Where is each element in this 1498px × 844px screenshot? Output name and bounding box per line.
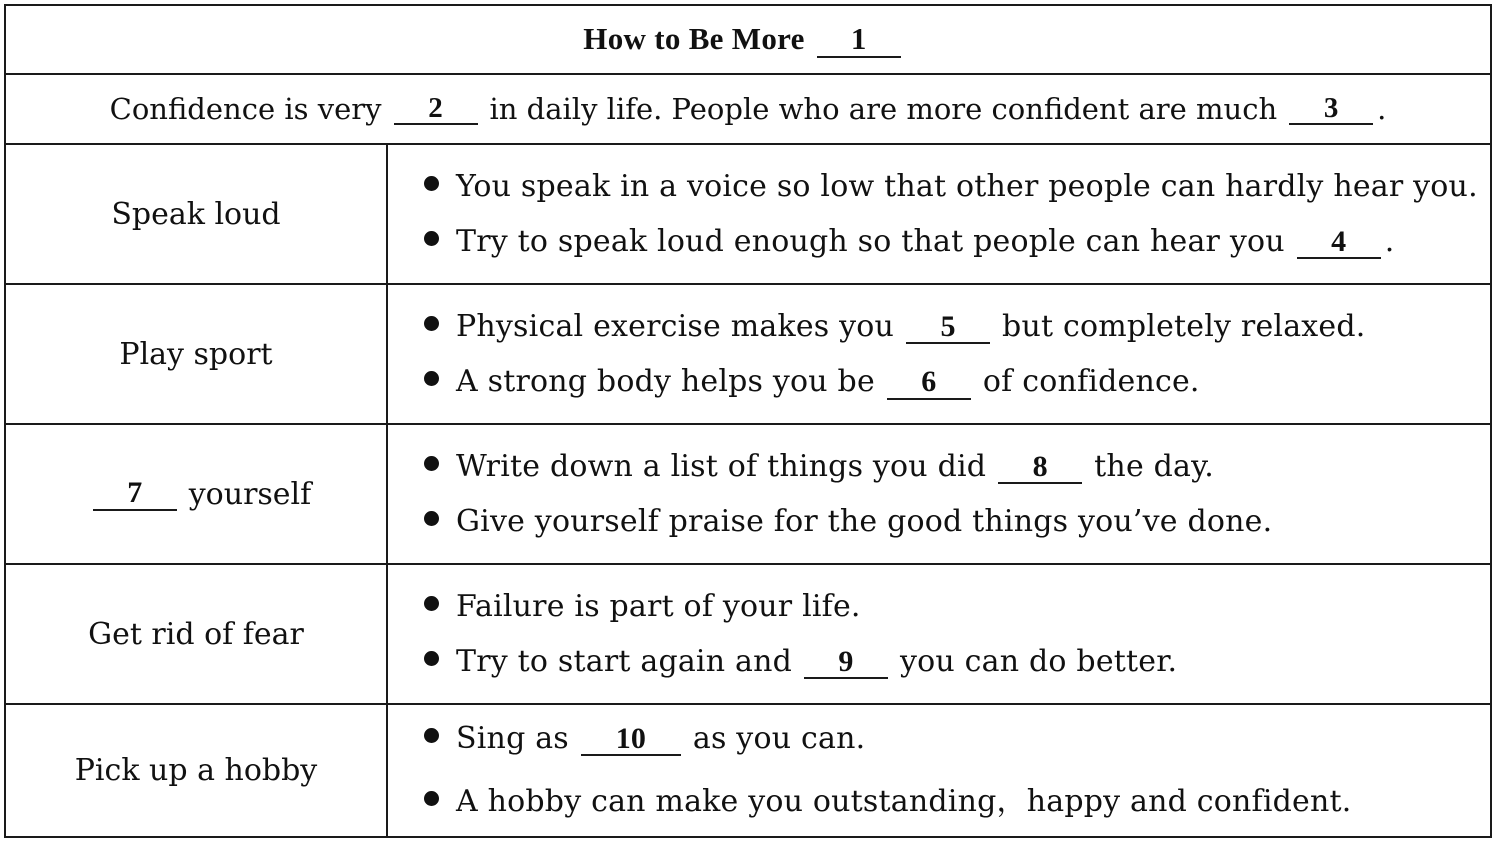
- line-text: Sing as: [456, 720, 569, 756]
- intro-part-2: in daily life. People who are more confident are much: [489, 92, 1278, 126]
- line-text: Give yourself praise for the good things you’ve done.: [456, 504, 1273, 540]
- line-text-after: but completely relaxed.: [1002, 308, 1366, 344]
- table-row: [6, 565, 1490, 705]
- intro-row: [6, 75, 1490, 145]
- topic-cell: [6, 705, 388, 836]
- bullet-icon: [424, 456, 439, 471]
- bullet-icon: [424, 651, 439, 666]
- detail-cell: [388, 565, 1490, 703]
- blank-6[interactable]: 6: [887, 366, 971, 400]
- line-text: Failure is part of your life.: [456, 588, 861, 624]
- intro-part-3: .: [1377, 92, 1387, 126]
- topic-label: Speak loud: [111, 196, 281, 232]
- list-item: [424, 721, 1490, 757]
- worksheet-table: [4, 4, 1492, 838]
- list-item: [424, 169, 1490, 204]
- blank-10[interactable]: 10: [581, 723, 681, 757]
- line-text-after: .: [1384, 223, 1395, 259]
- line-text: Try to start again and: [456, 643, 792, 679]
- line-text: Try to speak loud enough so that people can hear you: [456, 223, 1285, 259]
- blank-5[interactable]: 5: [906, 311, 990, 345]
- line-text: Write down a list of things you did: [456, 448, 987, 484]
- list-item: [424, 224, 1490, 260]
- topic-cell: [6, 565, 388, 703]
- topic-cell: [6, 285, 388, 423]
- blank-9[interactable]: 9: [804, 646, 888, 680]
- blank-7[interactable]: 7: [93, 477, 177, 511]
- line-text-after: you can do better.: [900, 643, 1178, 679]
- list-item: [424, 504, 1490, 539]
- detail-cell: [388, 425, 1490, 563]
- table-row: [6, 145, 1490, 285]
- line-text: You speak in a voice so low that other people can hardly hear you.: [456, 168, 1478, 204]
- table-title: [583, 21, 912, 58]
- blank-3[interactable]: 3: [1289, 93, 1373, 125]
- blank-2[interactable]: 2: [394, 93, 478, 125]
- list-item: [424, 776, 1490, 820]
- detail-cell: [388, 145, 1490, 283]
- line-text: A hobby can make you outstanding，happy and confident.: [456, 784, 1352, 820]
- bullet-icon: [424, 231, 439, 246]
- list-item: [424, 644, 1490, 680]
- detail-cell: [388, 705, 1490, 836]
- list-item: [424, 309, 1490, 345]
- line-text-after: of confidence.: [982, 364, 1200, 399]
- blank-8[interactable]: 8: [998, 451, 1082, 485]
- topic-label: Get rid of fear: [88, 616, 304, 652]
- line-text-after: as you can.: [692, 720, 866, 756]
- topic-label: Play sport: [119, 336, 273, 372]
- topic-cell: [6, 425, 388, 563]
- bullet-icon: [424, 316, 439, 331]
- topic-label: yourself: [188, 476, 312, 512]
- bullet-icon: [424, 596, 439, 611]
- list-item: [424, 364, 1490, 400]
- line-text: Physical exercise makes you: [456, 308, 895, 344]
- title-text: How to Be More: [583, 21, 805, 57]
- intro-part-1: Confidence is very: [109, 92, 382, 126]
- table-row: [6, 705, 1490, 836]
- line-text-after: the day.: [1094, 448, 1215, 484]
- list-item: [424, 449, 1490, 485]
- bullet-icon: [424, 176, 439, 191]
- line-text: A strong body helps you be: [456, 364, 875, 399]
- table-row: [6, 285, 1490, 425]
- blank-4[interactable]: 4: [1297, 226, 1381, 260]
- list-item: [424, 589, 1490, 624]
- table-row: [6, 425, 1490, 565]
- title-row: [6, 6, 1490, 75]
- topic-label: Pick up a hobby: [74, 753, 318, 788]
- bullet-icon: [424, 728, 439, 743]
- bullet-icon: [424, 371, 439, 386]
- topic-cell: [6, 145, 388, 283]
- bullet-icon: [424, 791, 439, 806]
- blank-1[interactable]: 1: [817, 23, 901, 58]
- detail-cell: [388, 285, 1490, 423]
- bullet-icon: [424, 511, 439, 526]
